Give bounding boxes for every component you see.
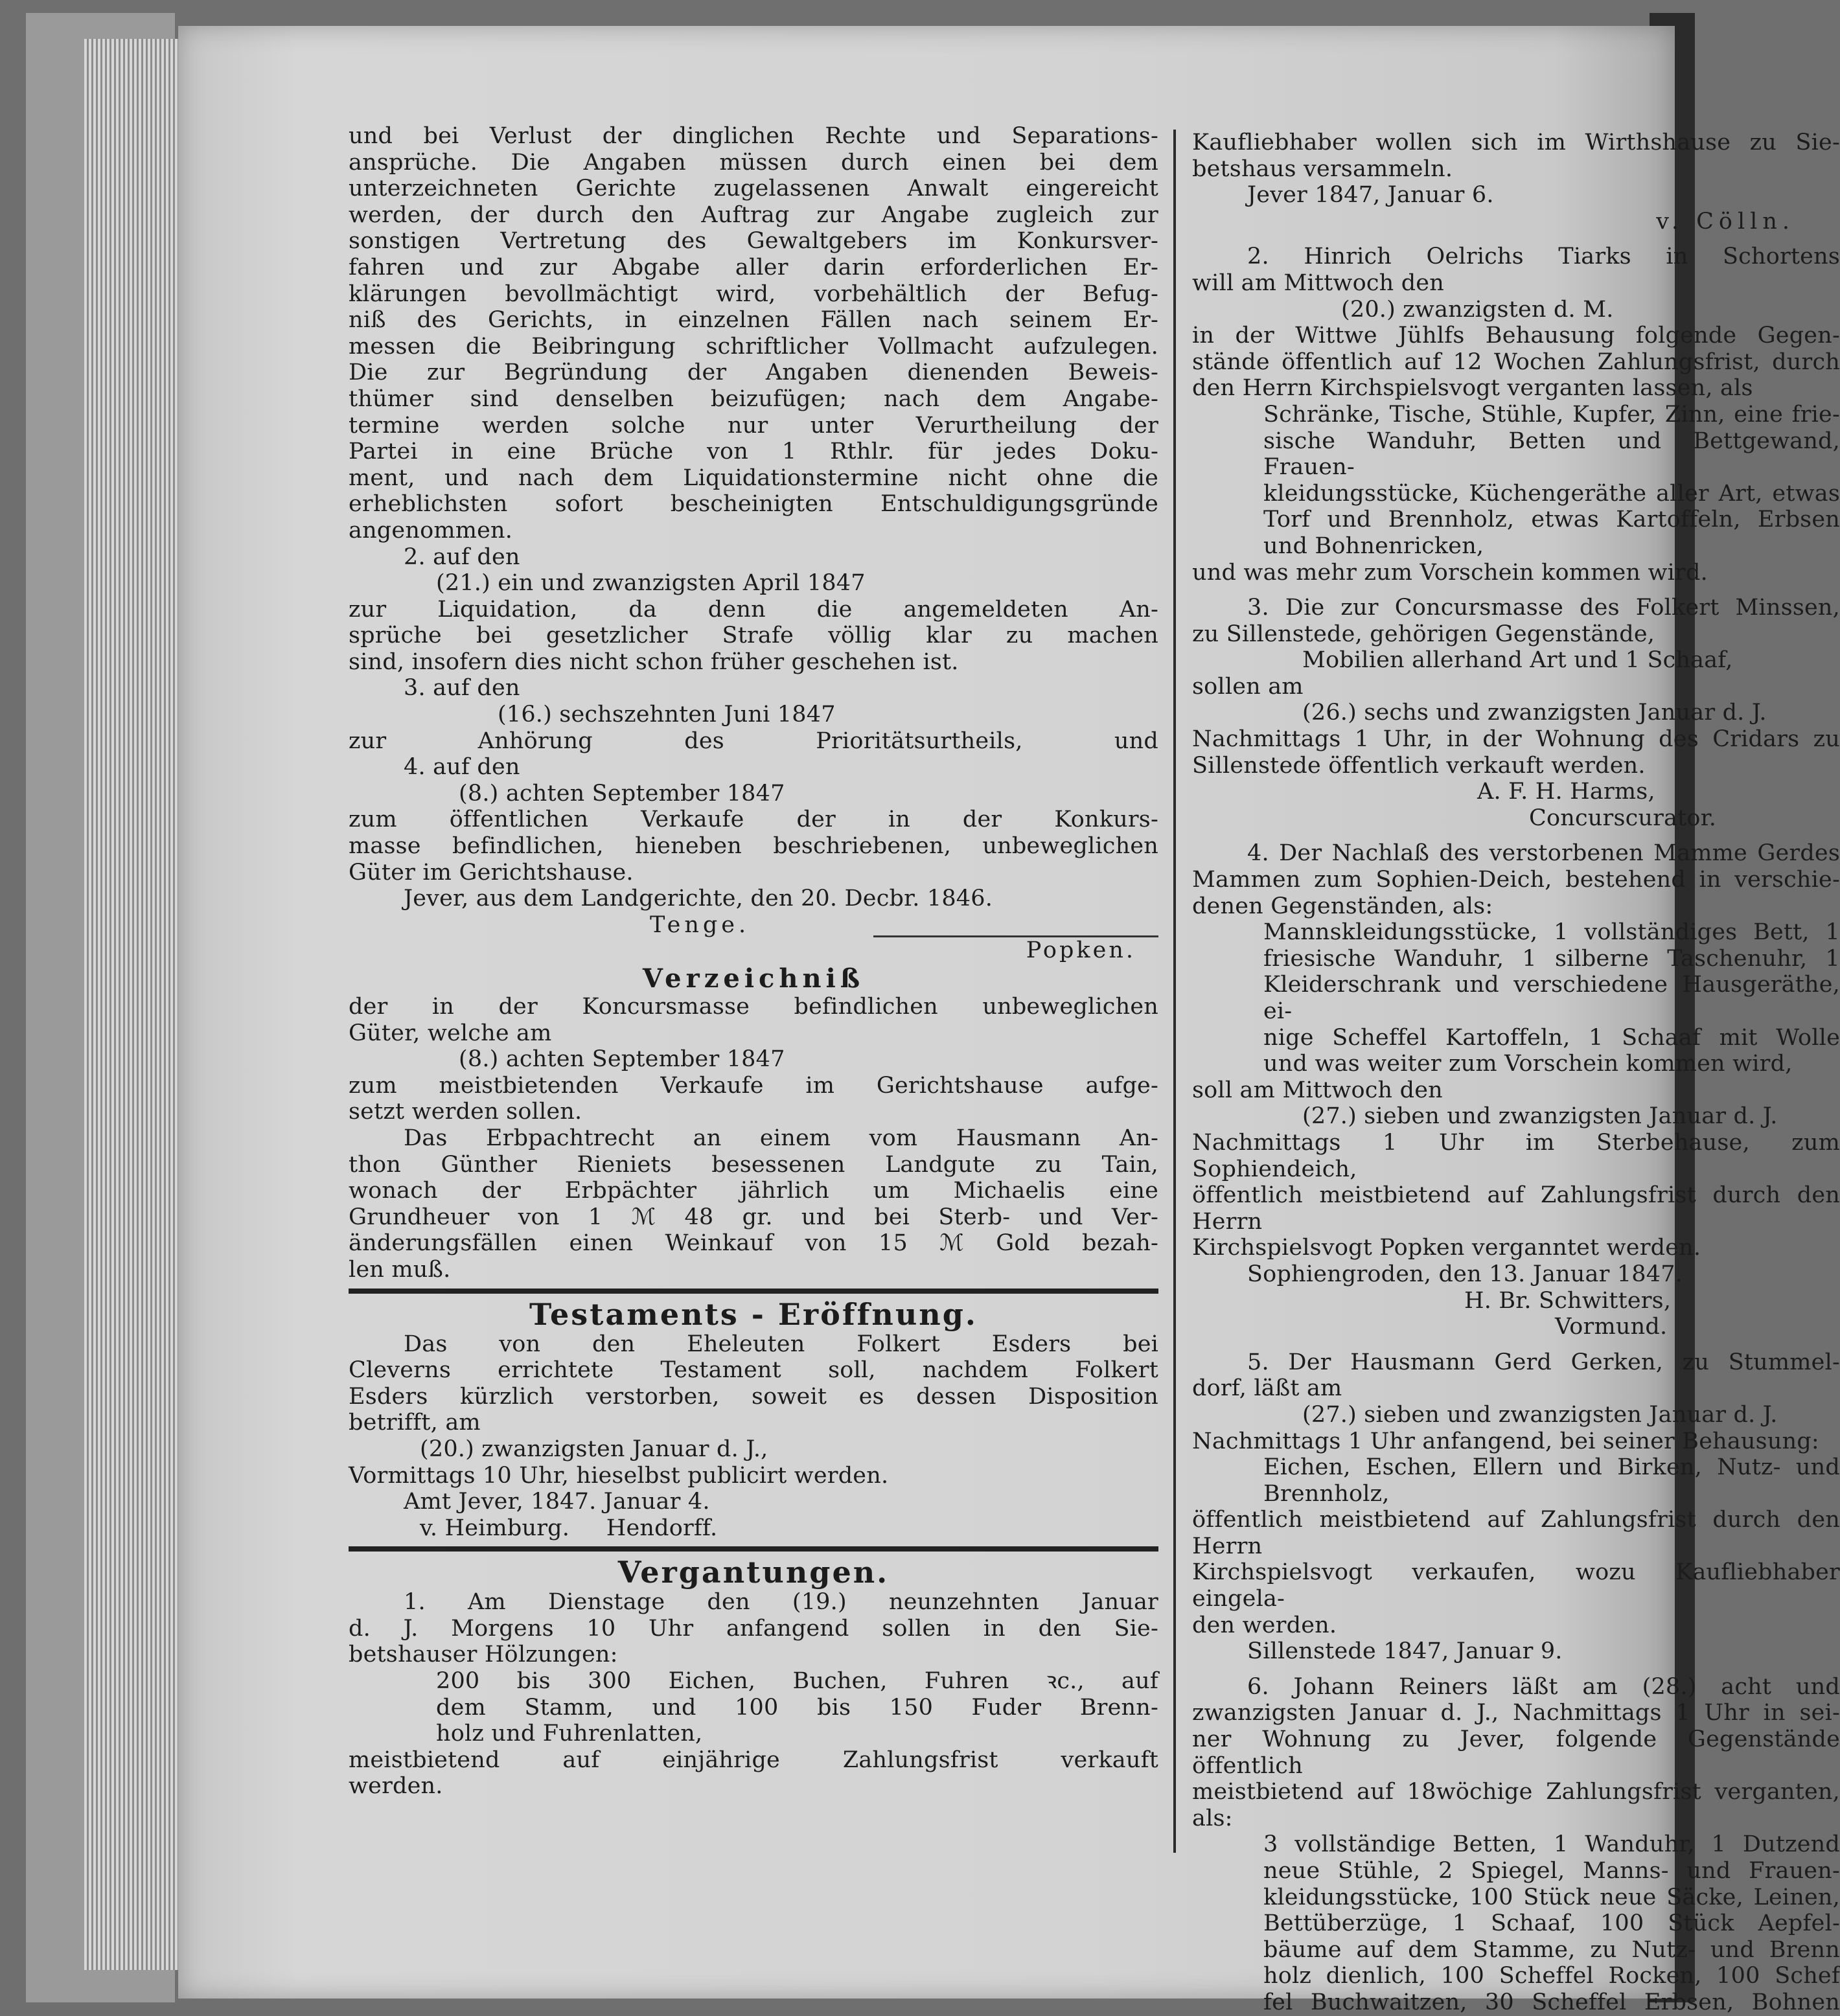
list-item: Kleiderschrank und verschiedene Hausgeräthe, ei- <box>1263 972 1840 1024</box>
text-line: änderungsfällen einen Weinkauf von 15 ℳ Gold bezah- <box>349 1230 1158 1257</box>
text-line: Nachmittags 1 Uhr anfangend, bei seiner Behausung: <box>1192 1428 1819 1454</box>
list-item: holz dienlich, 100 Scheffel Rocken, 100 Schef <box>1263 1963 1840 1989</box>
item-number: 4. auf den <box>404 754 520 781</box>
text-line: öffentlich meistbietend auf Zahlungsfrist durch den Herrn <box>1192 1182 1840 1235</box>
list-item: fel Buchwaitzen, 30 Scheffel Erbsen, Bohnen <box>1263 1989 1840 2015</box>
text-line: meistbietend auf 18wöchige Zahlungsfrist verganten, als: <box>1192 1779 1840 1831</box>
column-divider <box>1173 130 1176 1853</box>
list-item: Schränke, Tische, Stühle, Kupfer, Zinn, eine frie- <box>1263 401 1840 428</box>
text-line: 3. Die zur Concursmasse des Folkert Minssen, <box>1247 595 1840 621</box>
text-line: 6. Johann Reiners läßt am (28.) acht und <box>1247 1673 1840 1700</box>
text-line: Mammen zum Sophien-Deich, bestehend in verschie- <box>1192 867 1840 893</box>
page-edges <box>84 39 181 1970</box>
text-line: wonach der Erbpächter jährlich um Michaelis eine <box>349 1178 1158 1204</box>
text-line: Sillenstede öffentlich verkauft werden. <box>1192 752 1646 779</box>
text-line: denen Gegenständen, als: <box>1192 893 1493 919</box>
list-item: bäume auf dem Stamme, zu Nutz- und Brenn <box>1263 1936 1840 1963</box>
text-line: masse befindlichen, hieneben beschriebenen, unbeweglichen <box>349 833 1158 860</box>
list-item: Mobilien allerhand Art und 1 Schaaf, <box>1302 647 1733 674</box>
text-line: Kirchspielsvogt verkaufen, wozu Kaufliebhaber eingela- <box>1192 1559 1840 1612</box>
spacer <box>1192 831 1840 840</box>
date-line: (8.) achten September 1847 <box>459 780 785 807</box>
list-item: neue Stühle, 2 Spiegel, Manns- und Frauen- <box>1263 1858 1840 1884</box>
text-line: zur Liquidation, da denn die angemeldeten An- <box>349 596 1158 623</box>
date-line: (26.) sechs und zwanzigsten Januar d. J. <box>1302 700 1767 726</box>
text-line: zum öffentlichen Verkaufe der in der Konkurs- <box>349 807 1158 833</box>
list-item: 3 vollständige Betten, 1 Wanduhr, 1 Dutzend <box>1263 1831 1840 1858</box>
text-line: meistbietend auf einjährige Zahlungsfrist verkauft <box>349 1747 1158 1773</box>
text-line: ansprüche. Die Angaben müssen durch einen bei dem <box>349 149 1158 176</box>
text-line: sonstigen Vertretung des Gewaltgebers im Konkursver- <box>349 228 1158 255</box>
text-line: Güter im Gerichtshause. <box>349 859 634 886</box>
date-line: (16.) sechszehnten Juni 1847 <box>498 702 836 728</box>
text-line: öffentlich meistbietend auf Zahlungsfrist durch den Herrn <box>1192 1507 1840 1559</box>
text-line: erheblichsten sofort bescheinigten Entschuldigungsgründe <box>349 491 1158 518</box>
list-item: nige Scheffel Kartoffeln, 1 Schaaf mit Wolle <box>1263 1024 1840 1051</box>
spacer <box>1192 1340 1840 1349</box>
text-line: ner Wohnung zu Jever, folgende Gegenstände öffentlich <box>1192 1726 1840 1779</box>
text-line: und bei Verlust der dinglichen Rechte und Separations- <box>349 123 1158 149</box>
text-line: Das von den Eheleuten Folkert Esders bei <box>404 1331 1158 1357</box>
left-column <box>349 123 1158 1800</box>
list-item: friesische Wanduhr, 1 silberne Taschenuhr, 1 <box>1263 945 1840 972</box>
list-item: Eichen, Eschen, Ellern und Birken, Nutz- und <box>1263 1454 1840 1481</box>
text-line: d. J. Morgens 10 Uhr anfangend sollen in den Sie- <box>349 1615 1158 1642</box>
text-line: Das Erbpachtrecht an einem vom Hausmann An- <box>404 1125 1158 1151</box>
text-line: messen die Beibringung schriftlicher Vollmacht aufzulegen. <box>349 333 1158 360</box>
list-item: Bettüberzüge, 1 Schaaf, 100 Stück Aepfel- <box>1263 1910 1840 1937</box>
text-line: werden. <box>349 1773 443 1800</box>
signature: v. Heimburg. Hendorff. <box>420 1515 718 1541</box>
text-line: sind, insofern dies nicht schon früher geschehen ist. <box>349 648 959 675</box>
text-line: den Herrn Kirchspielsvogt verganten lassen, als <box>1192 375 1753 402</box>
text-line: angenommen. <box>349 517 513 544</box>
text-line: thon Günther Rieniets besessenen Landgute zu Tain, <box>349 1151 1158 1178</box>
date-line: (20.) zwanzigsten d. M. <box>1341 296 1614 323</box>
text-line: will am Mittwoch den <box>1192 269 1444 296</box>
list-item: Mannskleidungsstücke, 1 vollständiges Bett, 1 <box>1263 919 1840 946</box>
text-line: 2. Hinrich Oelrichs Tiarks in Schortens <box>1247 244 1840 270</box>
text-line: setzt werden sollen. <box>349 1099 582 1125</box>
item-number: 3. auf den <box>404 675 520 702</box>
text-line: sprüche bei gesetzlicher Strafe völlig klar zu machen <box>349 623 1158 649</box>
date-line: (27.) sieben und zwanzigsten Januar d. J. <box>1302 1103 1778 1130</box>
text-line: len muß. <box>349 1256 451 1283</box>
text-line: termine werden solche nur unter Verurtheilung der <box>349 412 1158 439</box>
konkurs-paragraph <box>349 123 1158 544</box>
date-line: (27.) sieben und zwanzigsten Januar d. J. <box>1302 1401 1778 1428</box>
date-line: (8.) achten September 1847 <box>459 1046 785 1073</box>
text-line: fahren und zur Abgabe aller darin erforderlichen Er- <box>349 254 1158 281</box>
text-line: zum meistbietenden Verkaufe im Gerichtshause aufge- <box>349 1072 1158 1099</box>
list-item: dem Stamm, und 100 bis 150 Fuder Brenn- <box>436 1694 1158 1721</box>
text-line: der in der Koncursmasse befindlichen unbeweglichen <box>349 994 1158 1020</box>
text-line: ment, und nach dem Liquidationstermine nicht ohne die <box>349 464 1158 491</box>
text-line: zur Anhörung des Prioritätsurtheils, und <box>349 727 1158 754</box>
text-line: betshaus versammeln. <box>1192 155 1453 182</box>
date-line: (20.) zwanzigsten Januar d. J., <box>420 1436 768 1462</box>
place-date: Jever 1847, Januar 6. <box>1247 182 1494 209</box>
text-line: Nachmittags 1 Uhr im Sterbehause, zum Sophiendeich, <box>1192 1129 1840 1182</box>
signature: Vormund. <box>1555 1314 1668 1340</box>
place-date: Jever, aus dem Landgerichte, den 20. Decbr. 1846. <box>404 886 993 912</box>
text-line: den werden. <box>1192 1612 1337 1638</box>
section-rule <box>349 1546 1158 1552</box>
text-line: sollen am <box>1192 673 1304 700</box>
list-item: Brennholz, <box>1263 1480 1390 1507</box>
signature: v. Cölln. <box>1656 208 1795 235</box>
list-item: 200 bis 300 Eichen, Buchen, Fuhren ꝛc., auf <box>436 1668 1158 1695</box>
spacer <box>1192 1665 1840 1674</box>
text-line: Kirchspielsvogt Popken verganntet werden. <box>1192 1235 1701 1261</box>
text-line: in der Wittwe Jühlfs Behausung folgende Gegen- <box>1192 323 1840 349</box>
text-line: 1. Am Dienstage den (19.) neunzehnten Januar <box>404 1589 1158 1616</box>
text-line: 5. Der Hausmann Gerd Gerken, zu Stummel- <box>1247 1349 1840 1375</box>
list-item: und Bohnenricken, <box>1263 533 1484 559</box>
spacer <box>1192 586 1840 595</box>
place-date: Sillenstede 1847, Januar 9. <box>1247 1638 1563 1665</box>
text-line: Esders kürzlich verstorben, soweit es dessen Disposition <box>349 1383 1158 1410</box>
spacer <box>1192 235 1840 244</box>
section-title: Verzeichniß <box>642 963 865 994</box>
text-line: betrifft, am <box>349 1410 481 1436</box>
text-line: zwanzigsten Januar d. J., Nachmittags 1 Uhr in sei- <box>1192 1700 1840 1726</box>
list-item: Torf und Brennholz, etwas Kartoffeln, Erbsen <box>1263 507 1840 533</box>
text-line: zu Sillenstede, gehörigen Gegenstände, <box>1192 621 1655 647</box>
text-line: Güter, welche am <box>349 1020 552 1046</box>
list-item: kleidungsstücke, 100 Stück neue Säcke, Leinen, <box>1263 1884 1840 1910</box>
text-line: betshauser Hölzungen: <box>349 1642 618 1668</box>
text-line: thümer sind denselben beizufügen; nach dem Angabe- <box>349 385 1158 412</box>
text-line: Vormittags 10 Uhr, hieselbst publicirt werden. <box>349 1462 889 1489</box>
text-line: soll am Mittwoch den <box>1192 1077 1443 1103</box>
signature: Concurscurator. <box>1529 805 1717 831</box>
signature: Popken. <box>1026 937 1136 964</box>
list-item: sische Wanduhr, Betten und Bettgewand, Frauen- <box>1263 428 1840 481</box>
text-line: unterzeichneten Gerichte zugelassenen Anwalt eingereicht <box>349 176 1158 202</box>
text-line: und was mehr zum Vorschein kommen wird. <box>1192 559 1708 586</box>
text-line: klärungen bevollmächtigt wird, vorbehältlich der Befug- <box>349 281 1158 307</box>
section-heading: Vergantungen. <box>617 1555 890 1590</box>
text-line: dorf, läßt am <box>1192 1375 1342 1402</box>
text-line: Cleverns errichtete Testament soll, nachdem Folkert <box>349 1357 1158 1384</box>
text-line: Die zur Begründung der Angaben dienenden Beweis- <box>349 360 1158 386</box>
signature: H. Br. Schwitters, <box>1464 1287 1672 1314</box>
signature: Tenge. <box>650 911 750 938</box>
date-line: (21.) ein und zwanzigsten April 1847 <box>436 570 866 597</box>
text-line: stände öffentlich auf 12 Wochen Zahlungsfrist, durch <box>1192 349 1840 375</box>
signature: A. F. H. Harms, <box>1477 779 1655 805</box>
list-item: kleidungsstücke, Küchengeräthe aller Art, etwas <box>1263 480 1840 507</box>
text-line: niß des Gerichts, in einzelnen Fällen nach seinem Er- <box>349 307 1158 334</box>
list-item: und was weiter zum Vorschein kommen wird, <box>1263 1051 1793 1077</box>
text-line: werden, der durch den Auftrag zur Angabe zugleich zur <box>349 201 1158 228</box>
place-date: Amt Jever, 1847. Januar 4. <box>404 1489 710 1515</box>
item-number: 2. auf den <box>404 544 520 570</box>
text-line: Grundheuer von 1 ℳ 48 gr. und bei Sterb- und Ver- <box>349 1204 1158 1230</box>
text-line: Nachmittags 1 Uhr, in der Wohnung des Cridars zu <box>1192 726 1840 753</box>
right-column <box>1192 130 1840 2016</box>
place-date: Sophiengroden, den 13. Januar 1847. <box>1247 1261 1683 1287</box>
text-line: Kaufliebhaber wollen sich im Wirthshause zu Sie- <box>1192 130 1840 155</box>
text-line: 4. Der Nachlaß des verstorbenen Mamme Gerdes <box>1247 840 1840 867</box>
section-rule <box>349 1289 1158 1294</box>
section-heading: Testaments - Eröffnung. <box>529 1296 978 1332</box>
newspaper-page <box>178 26 1840 2015</box>
list-item: holz und Fuhrenlatten, <box>436 1721 703 1747</box>
text-line: Partei in eine Brüche von 1 Rthlr. für jedes Doku- <box>349 439 1158 465</box>
